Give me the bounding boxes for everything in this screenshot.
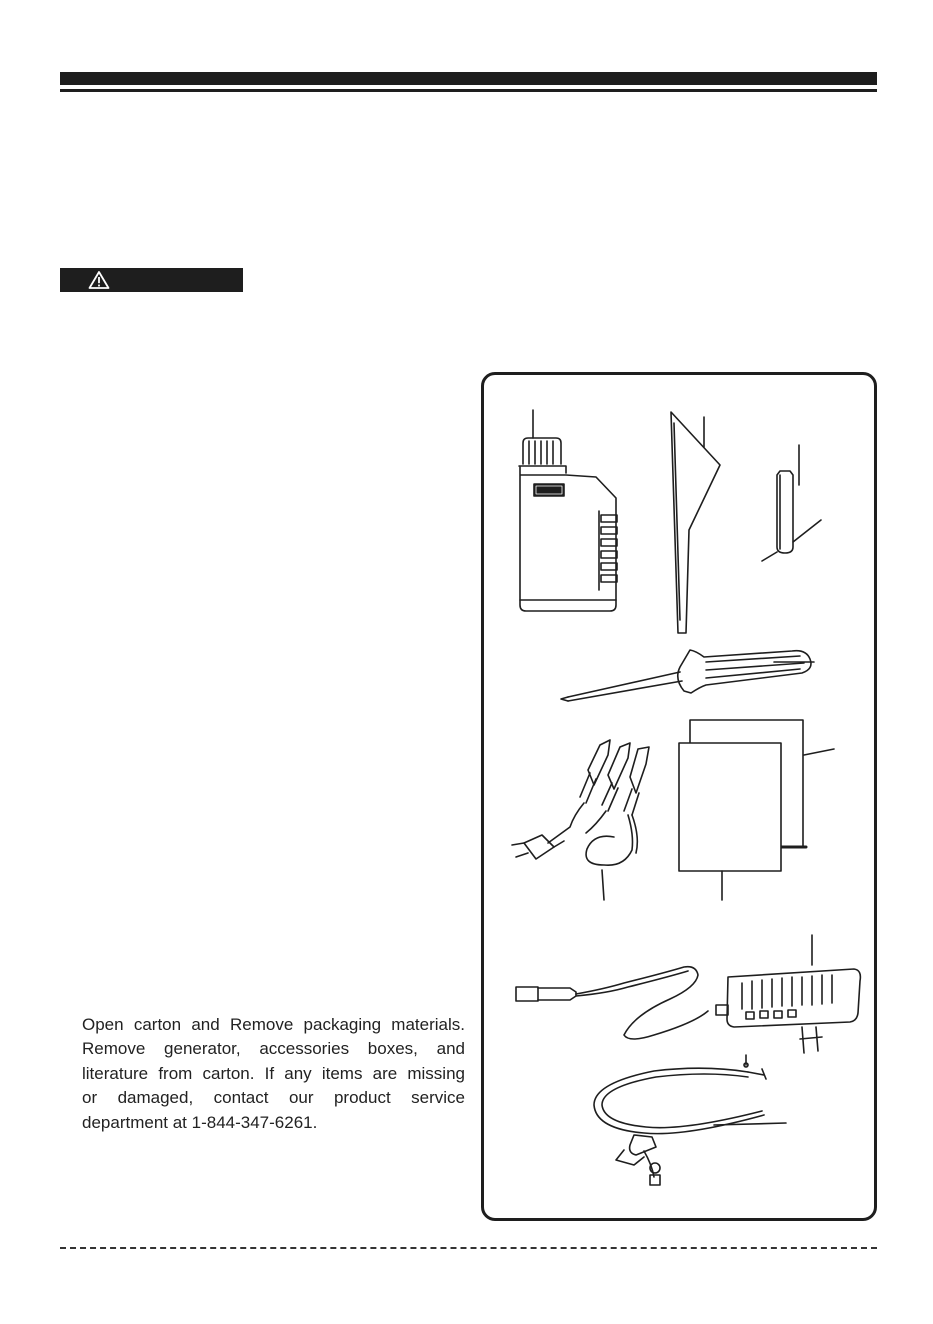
- battery-clamp-cable-icon: [512, 740, 649, 900]
- accessories-panel: [481, 372, 877, 1221]
- header-rule: [60, 89, 877, 92]
- header-bar: [60, 72, 877, 85]
- unpacking-instructions: [82, 1013, 465, 1135]
- screwdriver-icon: [561, 650, 814, 701]
- warning-badge: [60, 268, 243, 292]
- warning-triangle-icon: [88, 270, 110, 290]
- funnel-icon: [671, 412, 720, 633]
- manual-booklet-icon: [679, 720, 834, 900]
- instruction-line: Open carton and Remove packaging materials.: [82, 1015, 465, 1034]
- instruction-line: literature from carton. If any items are missing: [82, 1063, 465, 1083]
- instruction-line: or damaged, contact our product service: [82, 1088, 465, 1108]
- oil-bottle-icon: [519, 410, 617, 611]
- instruction-line: Remove generator, accessories boxes, and: [82, 1039, 465, 1059]
- instruction-line: department at 1-844-347-6261.: [82, 1112, 318, 1132]
- spark-plug-wrench-icon: [762, 445, 821, 561]
- footer-dashed-rule: [60, 1247, 877, 1249]
- power-adapter-icon: [516, 935, 860, 1053]
- hose-regulator-icon: [594, 1055, 786, 1185]
